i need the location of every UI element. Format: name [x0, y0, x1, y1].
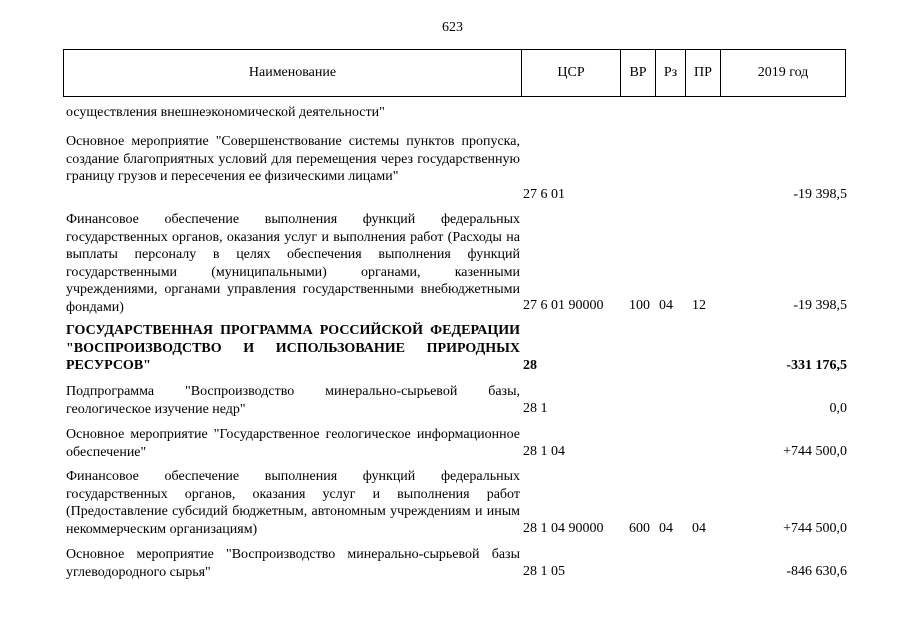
row-name: ГОСУДАРСТВЕННАЯ ПРОГРАММА РОССИЙСКОЙ ФЕДЕРАЦИИ "ВОСПРОИЗВОДСТВО И ИСПОЛЬЗОВАНИЕ ПРИРОДНЫХ РЕСУРСОВ"	[66, 323, 520, 373]
row-amount: -19 398,5	[793, 298, 847, 313]
row-name: Основное мероприятие "Воспроизводство минерально-сырьевой базы углеводородного сырья"	[66, 547, 520, 580]
row-csr: 28 1 04	[523, 444, 565, 459]
header-rz: Рз	[655, 50, 685, 96]
row-name: Основное мероприятие "Государственное геологическое информационное обеспечение"	[66, 427, 520, 460]
header-vr: ВР	[620, 50, 655, 96]
row-vr: 600	[629, 521, 650, 536]
header-name: Наименование	[248, 65, 337, 80]
row-name: Финансовое обеспечение выполнения функций федеральных государственных органов, оказания услуг и выполнения работ (Расходы на выплаты персоналу в целях обеспечения выполнения функций государственными (муниципальными) органами, казенными учреждениями, органами управления государственными внебюджетными фондами)	[66, 212, 520, 315]
row-csr: 27 6 01 90000	[523, 298, 604, 313]
page-number: 623	[442, 20, 463, 35]
row-amount: 0,0	[829, 401, 847, 416]
row-csr: 27 6 01	[523, 187, 565, 202]
row-amount: -846 630,6	[786, 564, 847, 579]
row-rz: 04	[659, 521, 673, 536]
row-name: Подпрограмма "Воспроизводство минерально-сырьевой базы, геологическое изучение недр"	[66, 384, 520, 417]
row-csr: 28 1 04 90000	[523, 521, 604, 536]
header-pr: ПР	[685, 50, 720, 96]
row-csr: 28	[523, 358, 537, 373]
row-pr: 04	[692, 521, 706, 536]
row-name: Финансовое обеспечение выполнения функций федеральных государственных органов, оказания услуг и выполнения работ (Предоставление субсидий бюджетным, автономным учреждениям и иным некоммерческим организациям)	[66, 469, 520, 537]
row-amount: -331 176,5	[786, 358, 847, 373]
row-csr: 28 1	[523, 401, 548, 416]
header-year: 2019 год	[720, 50, 845, 96]
row-pr: 12	[692, 298, 706, 313]
row-vr: 100	[629, 298, 650, 313]
header-csr: ЦСР	[521, 50, 620, 96]
row-name: осуществления внешнеэкономической деятельности"	[66, 105, 385, 120]
row-name: Основное мероприятие "Совершенствование системы пунктов пропуска, создание благоприятных условий для перемещения через государственную границу грузов и пересечения ее физическими лицами"	[66, 134, 520, 184]
row-amount: +744 500,0	[783, 521, 847, 536]
row-rz: 04	[659, 298, 673, 313]
row-csr: 28 1 05	[523, 564, 565, 579]
row-amount: +744 500,0	[783, 444, 847, 459]
row-amount: -19 398,5	[793, 187, 847, 202]
